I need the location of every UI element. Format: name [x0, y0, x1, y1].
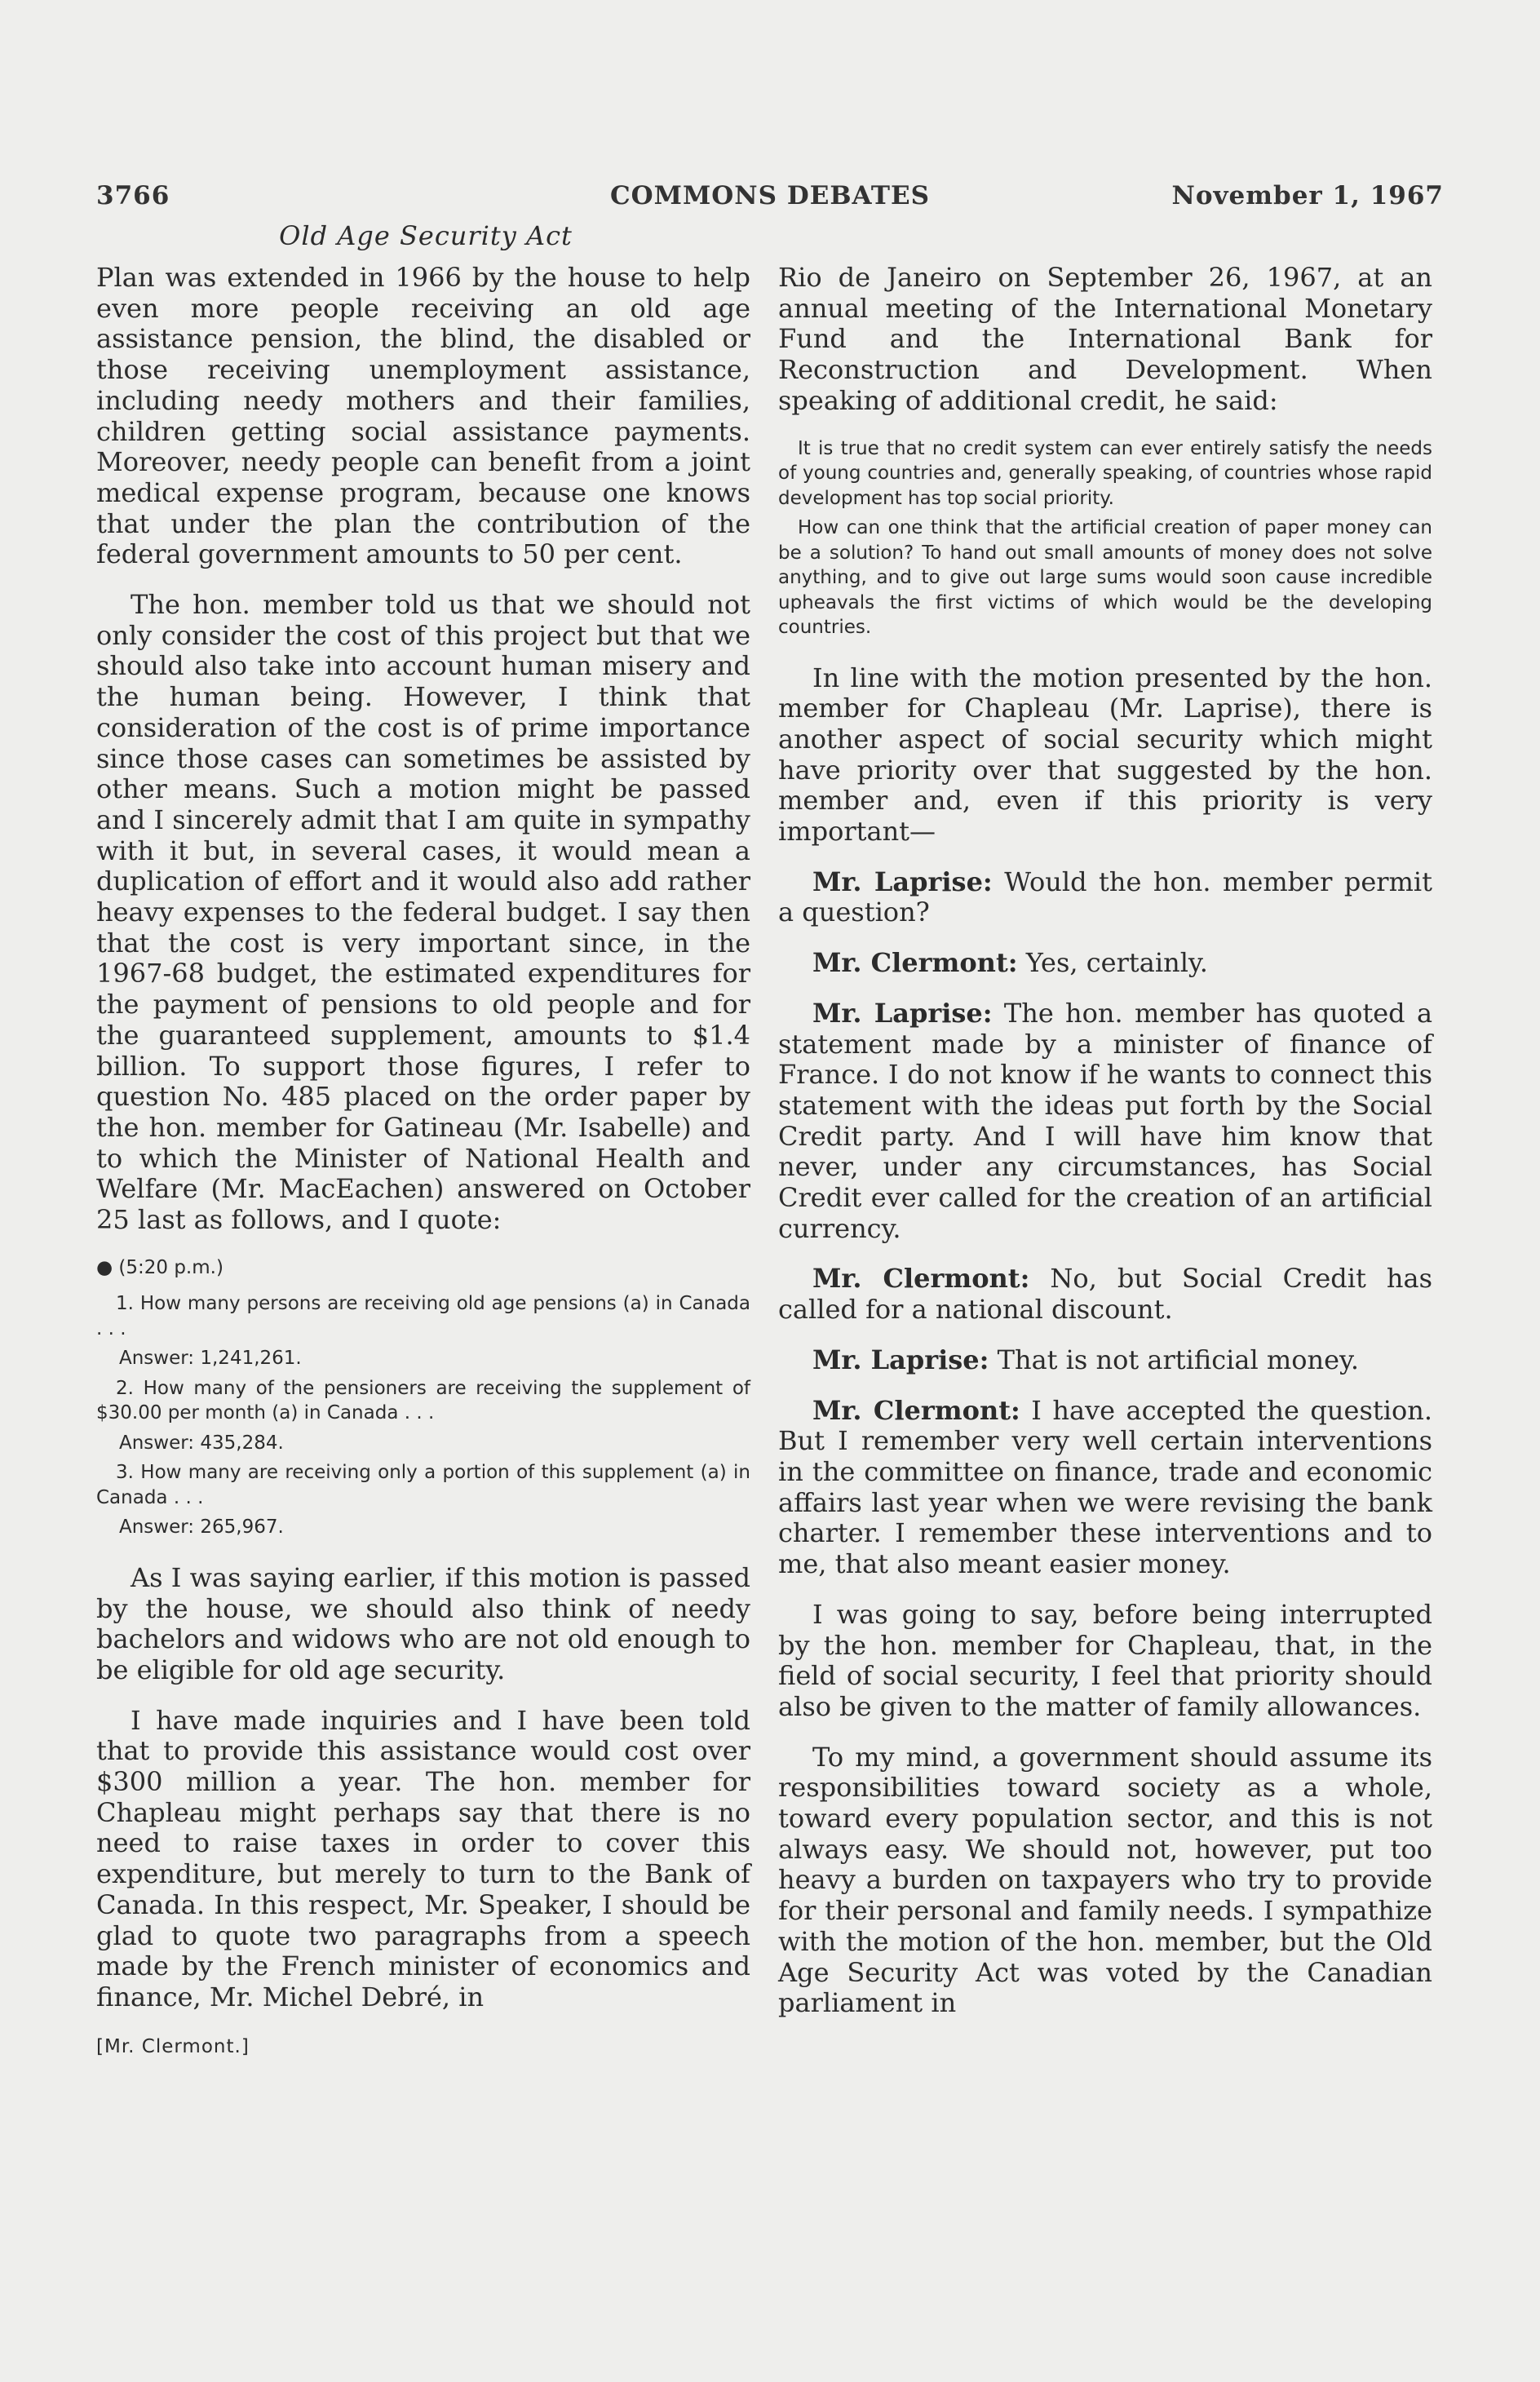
paragraph: Rio de Janeiro on September 26, 1967, at an annual meeting of the International Monetary Fund and the International Bank for Reconstruction and Development. When speaking of additional credit, he said: [778, 262, 1432, 416]
left-column [96, 263, 750, 2057]
speech-quote [778, 436, 1432, 640]
speech-text: I have accepted the question. But I remember very well certain interventions in the committee on finance, trade and economic affairs last year when we were revising the bank charter. I remember these interventions and to me, that also meant easier money. [778, 1394, 1433, 1580]
paragraph: The hon. member told us that we should not only consider the cost of this project but that we should also take into account human misery and the human being. However, I think that consideration of the cost is of prime importance since those cases can sometimes be assisted by other means. Such a motion might be passed and I sincerely admit that I am quite in sympathy with it but, in several cases, it would mean a duplication of effort and it would also add rather heavy expenses to the federal budget. I say then that the cost is very important since, in the 1967-68 budget, the estimated expenditures for the payment of pensions to old people and for the guaranteed supplement, amounts to $1.4 billion. To support those figures, I refer to question No. 485 placed on the order paper by the hon. member for Gatineau (Mr. Isabelle) and to which the Minister of National Health and Welfare (Mr. MacEachen) answered on October 25 last as follows, and I quote: [96, 589, 750, 1236]
speaker-name: Mr. Clermont: [812, 1394, 1020, 1426]
speaker-name: Mr. Laprise: [812, 997, 993, 1029]
quoted-answer: Answer: 435,284. [119, 1432, 284, 1454]
paragraph: In line with the motion presented by the hon. member for Chapleau (Mr. Laprise), there is another aspect of social security which might have priority over that suggested by the hon. member and, even if this priority is very important— [778, 662, 1432, 848]
speech-text: The hon. member has quoted a statement made by a minister of finance of France. I do not know if he wants to connect this statement with the ideas put forth by the Social Credit party. And I will have him know that never, under any circumstances, has Social Credit ever called for the creation of an artificial currency. [778, 997, 1433, 1244]
quoted-question: 2. How many of the pensioners are receiving the supplement of $30.00 per month (a) in Canada . . . [96, 1377, 750, 1424]
right-column [778, 263, 1432, 2039]
page-header [96, 181, 1444, 217]
quoted-paragraph: How can one think that the artificial creation of paper money can be a solution? To hand out small amounts of money does not solve anything, and to give out large sums would soon cause incredible upheavals the first victims of which would be the developing countries. [778, 517, 1432, 639]
exchange-line [778, 1396, 1432, 1580]
exchange-line [778, 948, 1432, 979]
speaker-name: Mr. Laprise: [812, 1344, 989, 1375]
time-marker: ● (5:20 p.m.) [96, 1256, 223, 1278]
exchange-line [778, 1345, 1432, 1376]
paragraph: I have made inquiries and I have been told that to provide this assistance would cost over $300 million a year. The hon. member for Chapleau might perhaps say that there is no need to raise taxes in order to cover this expenditure, but merely to turn to the Bank of Canada. In this respect, Mr. Speaker, I should be glad to quote two paragraphs from a speech made by the French minister of economics and finance, Mr. Michel Debré, in [96, 1704, 750, 2012]
speaker-name: Mr. Clermont: [812, 947, 1018, 979]
speech-text: That is not artificial money. [997, 1344, 1360, 1375]
speech-text: No, but Social Credit has called for a national discount. [778, 1263, 1432, 1326]
exchange-line [778, 867, 1432, 928]
paragraph: I was going to say, before being interrupted by the hon. member for Chapleau, that, in the field of social security, I feel that priority should also be given to the matter of family allowances. [778, 1598, 1432, 1722]
paragraph: Plan was extended in 1966 by the house to help even more people receiving an old age assistance pension, the blind, the disabled or those receiving unemployment assistance, including needy mothers and their families, children getting social assistance payments. Moreover, needy people can benefit from a joint medical expense program, because one knows that under the plan the contribution of the federal government amounts to 50 per cent. [96, 262, 750, 570]
page-number: 3766 [96, 181, 170, 210]
paragraph: As I was saying earlier, if this motion is passed by the house, we should also think of needy bachelors and widows who are not old enough to be eligible for old age security. [96, 1561, 750, 1685]
speaker-name: Mr. Laprise: [812, 866, 993, 897]
speech-text: Yes, certainly. [1025, 947, 1208, 979]
speaker-signoff: [Mr. Clermont.] [96, 2035, 250, 2057]
quoted-answer: Answer: 1,241,261. [119, 1348, 302, 1370]
quoted-question: 3. How many are receiving only a portion of this supplement (a) in Canada . . . [96, 1462, 750, 1508]
quoted-question: 1. How many persons are receiving old age pensions (a) in Canada . . . [96, 1293, 750, 1339]
quoted-paragraph: It is true that no credit system can ever entirely satisfy the needs of young countries and, generally speaking, of countries whose rapid development has top social priority. [778, 437, 1432, 509]
speech-text: Would the hon. member permit a question? [778, 866, 1433, 928]
publication-title: COMMONS DEBATES [610, 181, 930, 210]
exchange-line [778, 998, 1432, 1245]
speaker-name: Mr. Clermont: [812, 1263, 1030, 1295]
section-subheading: Old Age Security Act [279, 220, 573, 251]
quoted-answer: Answer: 265,967. [119, 1516, 284, 1539]
paragraph: To my mind, a government should assume its responsibilities toward society as a whole, toward every population sector, and this is not always easy. We should not, however, put too heavy a burden on taxpayers who try to provide for their personal and family needs. I sympathize with the motion of the hon. member, but the Old Age Security Act was voted by the Canadian parliament in [778, 1741, 1432, 2019]
issue-date: November 1, 1967 [1171, 181, 1444, 210]
exchange-line [778, 1264, 1432, 1325]
order-paper-quote [96, 1255, 750, 1540]
